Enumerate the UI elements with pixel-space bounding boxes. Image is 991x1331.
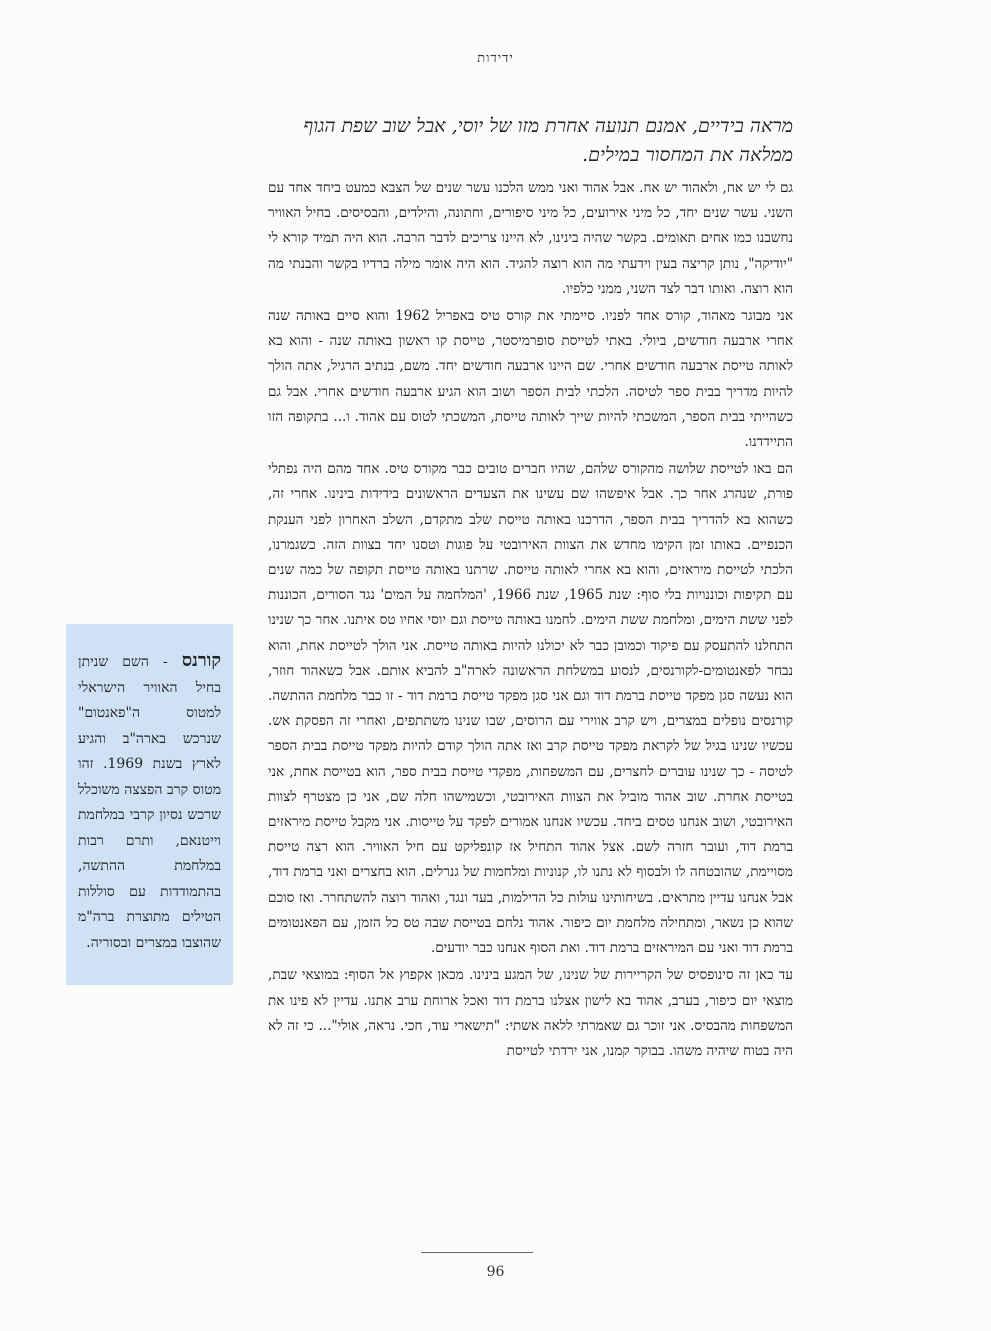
running-head: ידידות: [477, 51, 514, 66]
paragraph-4: עד כאן זה סינופסיס של הקריירות של שנינו, של המגע בינינו. מכאן אקפוץ אל הסוף: במוצאי שבת, מוצאי יום כיפור, בערב, אהוד בא לישון אצלנו ברמת דוד ואכל ארוחת ערב אתנו. עדיין לא פינו את המשפחות מהבסיס. אני זוכר גם שאמרתי ללאה אשתי: "תישארי עוד, חכי. נראה, אולי"... כי זה לא היה בטוח שיהיה משהו. בבוקר קמנו, אני ירדתי לטייסת: [268, 967, 793, 1059]
footer-divider: [421, 1252, 533, 1253]
sidebar-note: [66, 624, 233, 985]
paragraph-1: גם לי יש אח, ולאהוד יש אח. אבל אהוד ואני ממש הלכנו עשר שנים של הצבא כמעט ביחד אחד עם השני. עשר שנים יחד, כל מיני אירועים, כל מיני סיפורים, וחתונה, והילדים, והבסיסים. בחיל האוויר נחשבנו כמו אחים תאומים. בקשר שהיה בינינו, לא היינו צריכים לדבר הרבה. הוא היה תמיד קורא לי "יודיקה", נותן קריצה בעין וידעתי מה הוא רוצה להגיד. הוא היה אומר מילה ברדיו בקשר והבנתי מה הוא רוצה. ואותו דבר לצד השני, ממני כלפיו.: [268, 180, 793, 297]
paragraph-2: אני מבוגר מאהוד, קורס אחד לפניו. סיימתי את קורס טיס באפריל 1962 והוא סיים באותה שנה אחרי ארבעה חודשים, ביולי. באתי לטייסת סופרמיסטר, טייסת קו ראשון באותה שנה - והוא בא לאותה טייסת ארבעה חודשים אחרי. שם היינו ארבעה חודשים יחד. משם, בנתיב הרגיל, אתה הולך להיות מדריך בבית ספר לטיסה. הלכתי לבית הספר ושוב הוא הגיע ארבעה חודשים אחרי. אבל גם כשהייתי בבית הספר, המשכתי להיות שייך לאותה טייסת, המשכתי לטוס עם אהוד. ו... בתקופה הזו התיידדנו.: [268, 308, 793, 451]
intro-quote: מראה בידיים, אמנם תנועה אחרת מזו של יוסי, אבל שוב שפת הגוף ממלאה את המחסור במילים.: [303, 115, 793, 166]
body-text: [268, 176, 793, 1066]
sidebar-term: קורנס: [181, 650, 221, 671]
page-number: 96: [486, 1264, 505, 1280]
sidebar-definition: - השם שניתן בחיל האוויר הישראלי למטוס ה"פאנטום" שנרכש בארה"ב והגיע לארץ בשנת 1969. זהו מטוס קרב הפצצה משוכלל שרכש נסיון קרבי במלחמת וייטנאם, ותרם רבות במלחמת ההתשה, בהתמודדות עם סוללות הטילים מתוצרת ברה"מ שהוצבו במצרים ובסוריה.: [78, 654, 221, 951]
paragraph-3: הם באו לטייסת שלושה מהקורס שלהם, שהיו חברים טובים כבר מקורס טיס. אחד מהם היה נפתלי פורת, שנהרג אחר כך. אבל איפשהו שם עשינו את הצעדים הראשונים בידידות בינינו. אחרי זה, כשהוא בא להדריך בבית הספר, הדרכנו באותה טייסת שלב מתקדם, השלב האחרון לפני הענקת הכנפיים. באותו זמן הקימו מחדש את הצוות האירובטי על פוגות וטסנו יחד בצוות הזה. כשגמרנו, הלכתי לטייסת מיראזים, והוא בא אחרי לאותה טייסת. שרתנו באותה טייסת תקופה של כמה שנים עם תקיפות וכוננויות בלי סוף: שנת 1965, שנת 1966, 'המלחמה על המים' נגד הסורים, הכוננות לפני ששת הימים, ומלחמת ששת הימים. לחמנו באותה טייסת וגם יוסי אחיו טס איתנו. אחר כך שנינו התחלנו להתעסק עם פיקוד וכמובן כבר לא יכולנו להיות באותה טייסת. אני הולך לטייסת אחת, והוא נבחר לפאנטומים-לקורנסים, לנסוע במשלחת הראשונה לארה"ב להביא אותם. אבל כשאהוד חוזר, הוא נעשה סגן מפקד טייסת ברמת דוד וגם אני סגן מפקד טייסת ברמת דוד - זו כבר מלחמת ההתשה. קורנסים נופלים במצרים, ויש קרב אווירי עם הרוסים, שבו שנינו משתתפים, ואחרי זה הפסקת אש. עכשיו שנינו בגיל של לקראת מפקד טייסת קרב ואז אתה הולך קודם להיות מפקד טייסת בבית הספר לטיסה - כך שנינו עוברים לחצרים, עם המשפחות, מפקדי טייסת בבית ספר, הוא בטייסת אחת, אני בטייסת אחרת. שוב אהוד מוביל את הצוות האירובטי, וכשמישהו חלה שם, אני כן מצטרף לצוות האירובטי, ושוב אנחנו טסים ביחד. עכשיו אנחנו אמורים לפקד על טייסות. אני מקבל טייסת מיראזים ברמת דוד, ועובר חזרה לשם. אצל אהוד התחיל אז קונפליקט עם חיל האוויר. הוא רצה טייסת מסויימת, שהובטחה לו ולבסוף לא נתנו לו, קנוניות ומלחמות של גנרלים. הוא בחצרים ואני ברמת דוד, אבל אנחנו עדיין מתראים. בשיחותינו עולות כל הדילמות, בעד ונגד, ואהוד רוצה להשתחרר. ואז סוכם שהוא כן נשאר, ומתחילה מלחמת יום כיפור. אהוד נלחם בטייסת שבה טס כל הזמן, עם הפאנטומים ברמת דוד ואני עם המיראזים ברמת דוד. ואת הסוף אנחנו כבר יודעים.: [268, 461, 793, 957]
